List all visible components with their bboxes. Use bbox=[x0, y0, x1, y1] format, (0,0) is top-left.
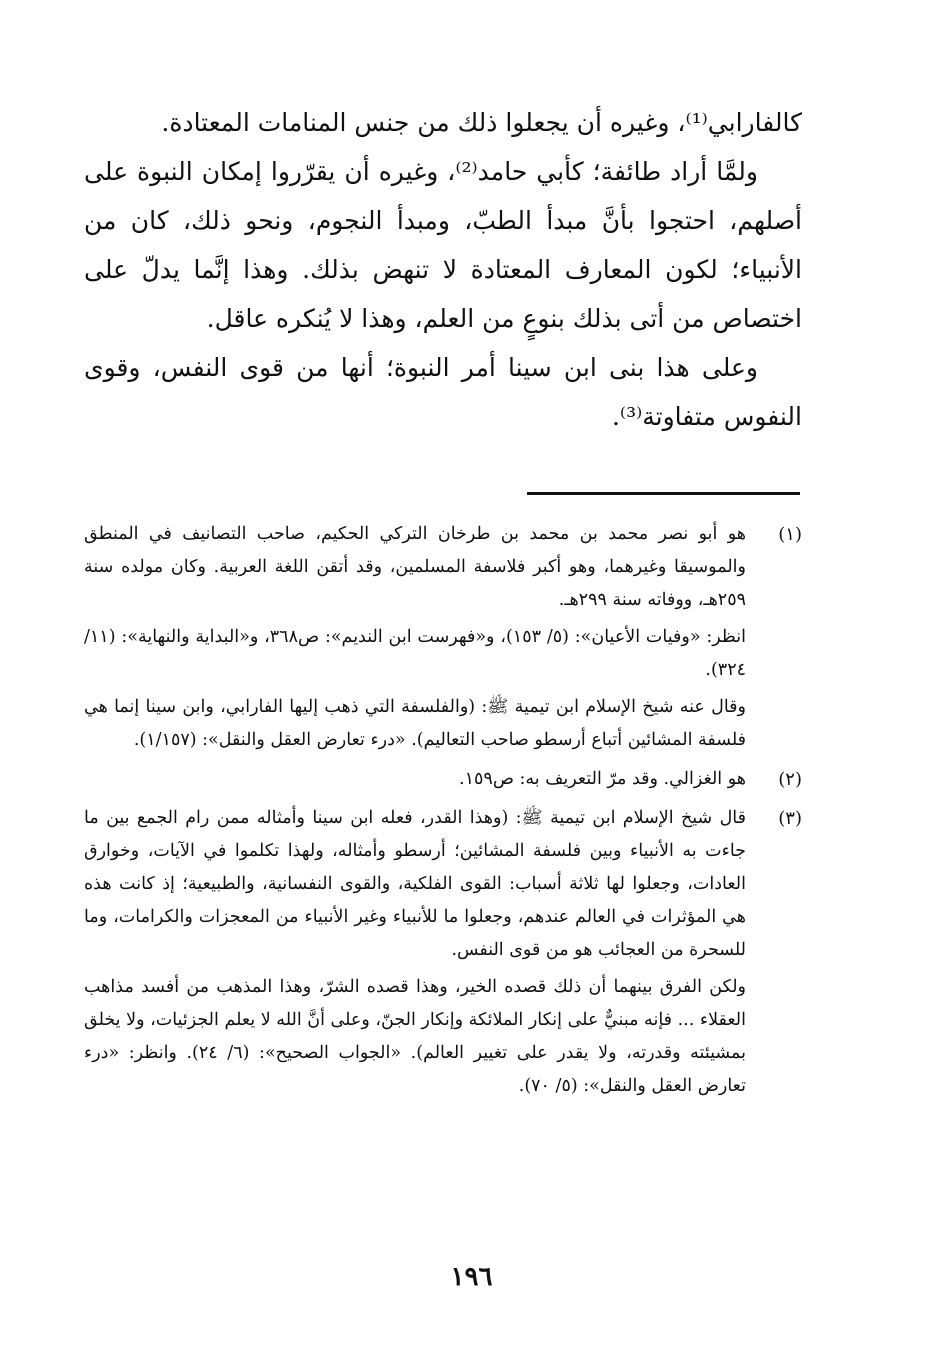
footnote-separator bbox=[527, 492, 800, 495]
footnote-number: (١) bbox=[778, 524, 802, 545]
footnote-number: (٢) bbox=[778, 769, 802, 790]
footnote-1 bbox=[84, 518, 802, 757]
main-paragraph-3: وعلى هذا بنى ابن سينا أمر النبوة؛ أنها من قوى النفس، وقوى النفوس متفاوتة⁽³⁾. bbox=[84, 353, 802, 431]
footnote-paragraph: انظر: «وفيات الأعيان»: (٥/ ١٥٣)، و«فهرست ابن النديم»: ص٣٦٨، و«البداية والنهاية»: (١١/ ٣٢٤). bbox=[84, 627, 747, 680]
footnote-paragraph: ولكن الفرق بينهما أن ذلك قصده الخير، وهذا قصده الشرّ، وهذا المذهب من أفسد مذاهب العقلاء ... فإنه مبنيٌّ على إنكار الملائكة وإنكار الجنّ، وعلى أنَّ الله لا يعلم الجزئيات، ولا يخلق بمشيئته وقدرته، ولا يقدر على تغيير العالم). «الجواب الصحيح»: (٦/ ٢٤). وانظر: «درء تعارض العقل والنقل»: (٥/ ٧٠). bbox=[84, 977, 746, 1096]
footnote-2 bbox=[84, 763, 802, 796]
main-paragraph-2: ولمَّا أراد طائفة؛ كأبي حامد⁽²⁾، وغيره أن يقرّروا إمكان النبوة على أصلهم، احتجوا بأنَّ مبدأ الطبّ، ومبدأ النجوم، ونحو ذلك، كان من الأنبياء؛ لكون المعارف المعتادة لا تنهض بذلك. وهذا إنَّما يدلّ على اختصاص من أتى بذلك بنوعٍ من العلم، وهذا لا يُنكره عاقل. bbox=[84, 157, 802, 333]
footnote-paragraph: قال شيخ الإسلام ابن تيمية ﷺ: (وهذا القدر، فعله ابن سينا وأمثاله ممن رام الجمع بين ما جاءت به الأنبياء وبين فلسفة المشائين؛ أرسطو وأمثاله، ولهذا تكلموا في الآيات، وخوارق العادات، وجعلوا لها ثلاثة أسباب: القوى الفلكية، والقوى النفسانية، والطبيعية؛ إذ كانت هذه هي المؤثرات في العالم عندهم، وجعلوا ما للأنبياء وغير الأنبياء من المعجزات والكرامات، وما للسحرة من العجائب هو من قوى النفس. bbox=[84, 808, 746, 960]
main-text bbox=[84, 98, 802, 441]
main-paragraph-1: كالفارابي⁽¹⁾، وغيره أن يجعلوا ذلك من جنس المنامات المعتادة. bbox=[161, 108, 802, 137]
page-number: ١٩٦ bbox=[450, 1262, 493, 1292]
footnote-paragraph: وقال عنه شيخ الإسلام ابن تيمية ﷺ: (والفلسفة التي ذهب إليها الفارابي، وابن سينا إنما هي فلسفة المشائين أتباع أرسطو صاحب التعاليم). «درء تعارض العقل والنقل»: (١/١٥٧). bbox=[84, 697, 746, 750]
footnote-number: (٣) bbox=[778, 808, 802, 829]
footnotes bbox=[84, 518, 802, 1109]
footnote-paragraph: هو أبو نصر محمد بن محمد بن طرخان التركي الحكيم، صاحب التصانيف في المنطق والموسيقا وغيرهما، وهو أكبر فلاسفة المسلمين، وقد أتقن اللغة العربية. وكان مولده سنة ٢٥٩هـ، ووفاته سنة ٢٩٩هـ. bbox=[84, 524, 746, 610]
footnote-3 bbox=[84, 802, 802, 1103]
footnote-paragraph: هو الغزالي. وقد مرّ التعريف به: ص١٥٩. bbox=[459, 769, 746, 789]
